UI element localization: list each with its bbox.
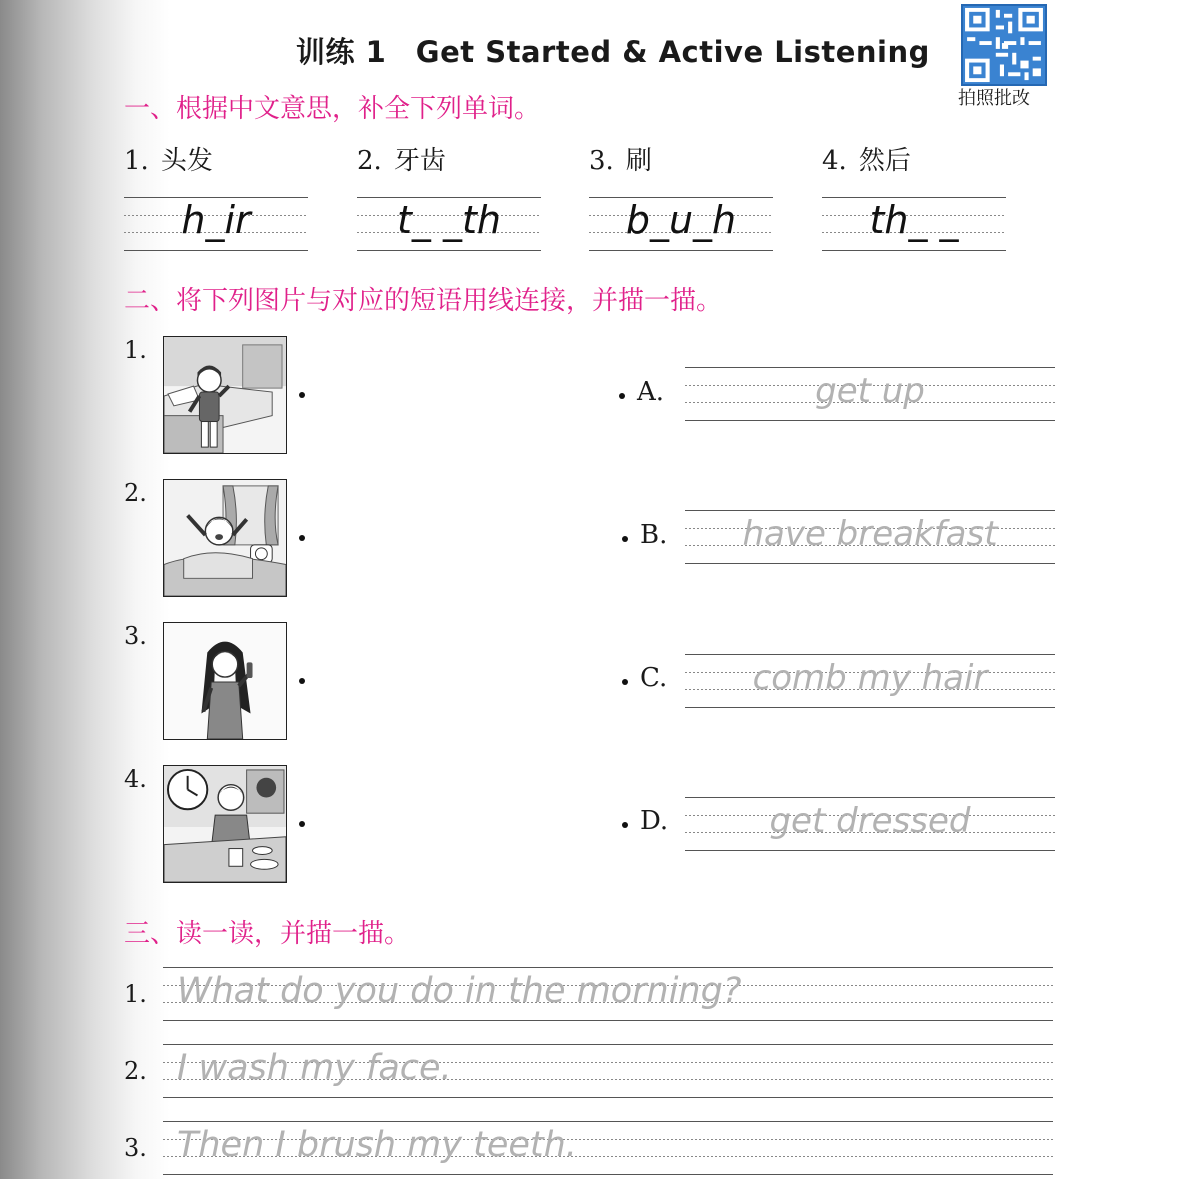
picture-number-4: 4. [124,765,147,793]
page-title: 训练 1 Get Started & Active Listening [296,35,930,69]
phrase-a-text: get up [815,371,925,411]
sentence-number-2: 2. [124,1057,147,1085]
word-blank-2[interactable]: t_ _th [357,197,541,251]
sentence-2-text: I wash my face. [177,1048,452,1088]
section-1-hint-1: 1. 头发 [124,146,213,176]
sentence-number-1: 1. [124,980,147,1008]
section-1-heading: 一、根据中文意思，补全下列单词。 [124,94,541,124]
phrase-a-trace-line[interactable] [685,367,1055,421]
sentence-3-trace-line[interactable] [163,1121,1053,1175]
phrase-d-trace-line[interactable] [685,797,1055,851]
boy-eating-breakfast-picture [163,765,287,883]
picture-number-3: 3. [124,622,147,650]
picture-4-connector-dot[interactable] [299,821,305,827]
section-1-hint-2: 2. 牙齿 [357,146,446,176]
picture-number-1: 1. [124,336,147,364]
qr-caption: 拍照批改 [958,88,1030,109]
section-3-heading: 三、读一读，并描一描。 [124,919,411,949]
word-blank-1[interactable]: h_ir [124,197,308,251]
phrase-b-text: have breakfast [742,514,998,554]
phrase-d-connector-dot[interactable] [622,822,628,828]
section-1-hint-4: 4. 然后 [822,146,911,176]
picture-1-connector-dot[interactable] [299,392,305,398]
sentence-2-trace-line[interactable] [163,1044,1053,1098]
phrase-c-text: comb my hair [752,658,988,698]
phrase-c-connector-dot[interactable] [622,679,628,685]
section-2-heading: 二、将下列图片与对应的短语用线连接，并描一描。 [124,286,723,316]
phrase-c-trace-line[interactable] [685,654,1055,708]
boy-getting-dressed-picture [163,336,287,454]
sentence-1-text: What do you do in the morning? [177,971,742,1011]
section-1-hint-3: 3. 刷 [589,146,652,176]
picture-3-connector-dot[interactable] [299,678,305,684]
word-blank-3[interactable]: b_u_h [589,197,773,251]
sentence-3-text: Then I brush my teeth. [177,1125,577,1165]
phrase-a-connector-dot[interactable] [619,393,625,399]
girl-waking-up-picture [163,479,287,597]
word-blank-4[interactable]: th_ _ [822,197,1006,251]
phrase-b-connector-dot[interactable] [622,536,628,542]
sentence-number-3: 3. [124,1134,147,1162]
qr-code-icon[interactable] [961,4,1047,86]
phrase-b-trace-line[interactable] [685,510,1055,564]
phrase-b-letter: B. [640,520,668,550]
phrase-d-text: get dressed [769,801,971,841]
girl-combing-hair-picture [163,622,287,740]
phrase-c-letter: C. [640,663,668,693]
picture-2-connector-dot[interactable] [299,535,305,541]
phrase-a-letter: A. [637,377,665,407]
picture-number-2: 2. [124,479,147,507]
sentence-1-trace-line[interactable] [163,967,1053,1021]
phrase-d-letter: D. [640,806,669,836]
